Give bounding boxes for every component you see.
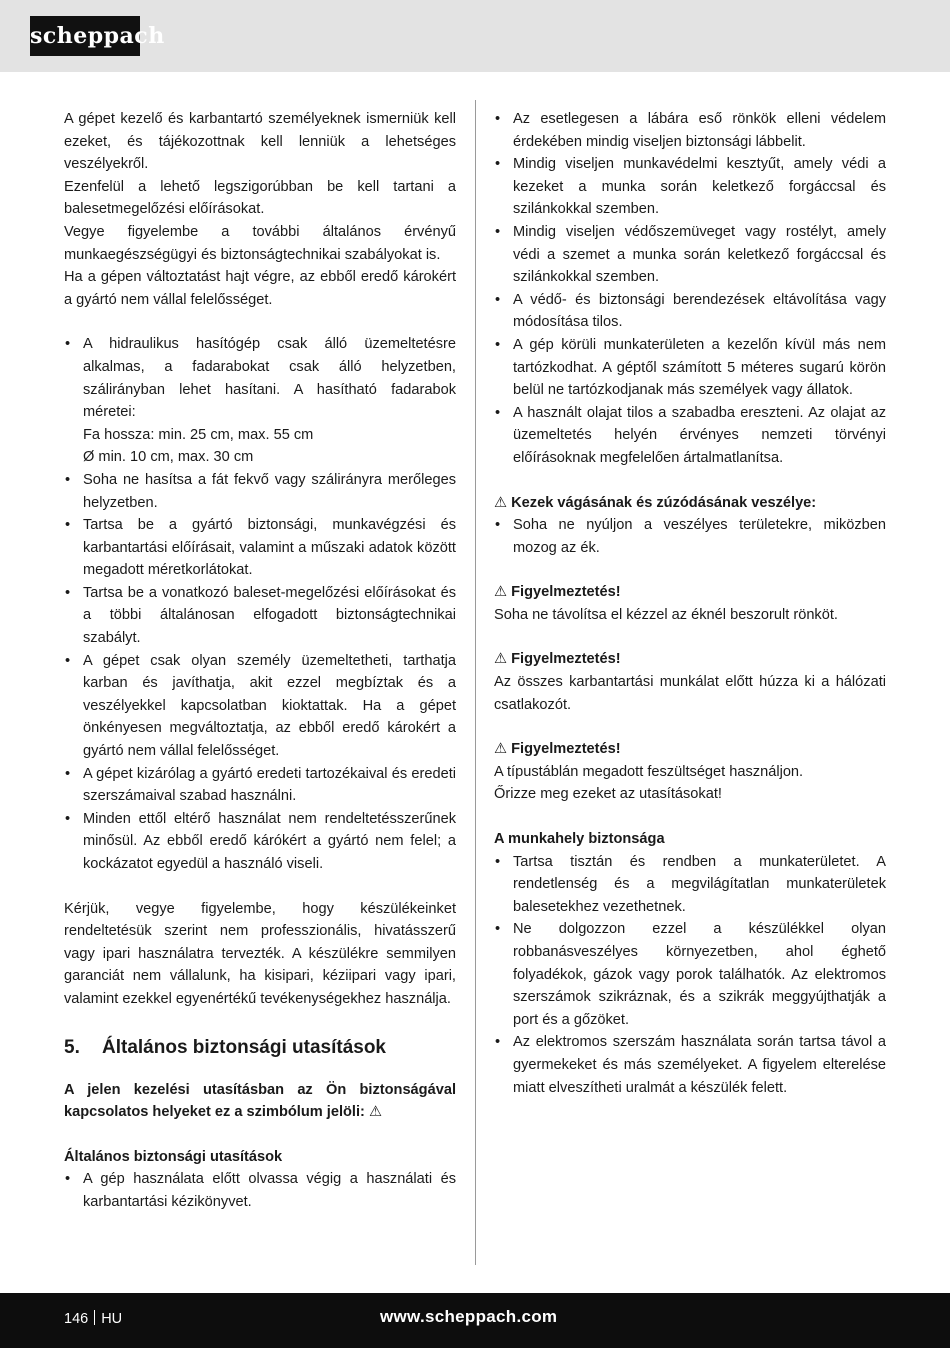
intro-paragraph: A gépet kezelő és karbantartó személyeknek ismerniük kell ezeket, és tájékozottnak kell lenniük a lehetséges veszélyekről. xyxy=(64,111,456,173)
left-column xyxy=(64,108,456,1214)
list-item: • A gép használata előtt olvassa végig a használati és karbantartási kézikönyvet. xyxy=(64,1168,456,1213)
list-item: • A gépet kizárólag a gyártó eredeti tartozékaival és eredeti szerszámaival szabad használni. xyxy=(64,763,456,808)
list-item: • Mindig viseljen munkavédelmi kesztyűt, amely védi a kezeket a munka során keletkező forgáccsal és szilánkokkal szemben. xyxy=(494,153,886,221)
section-number: 5. xyxy=(64,1036,80,1058)
list-item: • A gépet csak olyan személy üzemeltetheti, tarthatja karban és javíthatja, akit ezzel megbíztak és a veszélyekkel kapcsolatban kioktattak. Ha a gépet önkényesen megváltoztatja, az ebből eredő károkért a gyártó nem vállal felelősséget. xyxy=(64,650,456,763)
list-item: • Tartsa tisztán és rendben a munkaterületet. A rendetlenség és a megvilágítatlan munkaterületek balesetekhez vezethetnek. xyxy=(494,851,886,919)
list-item: • Tartsa be a gyártó biztonsági, munkavégzési és karbantartási előírásait, valamint a műszaki adatok között megadott méretkorlátokat. xyxy=(64,514,456,582)
symbol-note: A jelen kezelési utasításban az Ön biztonságával kapcsolatos helyeket ez a szimbólum jelöli: ⚠ xyxy=(64,1081,456,1121)
page-footer xyxy=(0,1293,950,1348)
list-item: • Minden ettől eltérő használat nem rendeltetésszerűnek minősül. Az ebből eredő kárókért a gyártó nem felel; a kockázatot egyedül a használó viseli. xyxy=(64,808,456,876)
section-heading xyxy=(64,1035,456,1061)
cut-hazard-list xyxy=(494,514,886,559)
list-item: • A gép körüli munkaterületen a kezelőn kívül más nem tartózkodhat. A géptől számított 5 méteres sugarú körön belül ne tartózkodjanak más személyek vagy állatok. xyxy=(494,334,886,402)
warning-text: Soha ne távolítsa el kézzel az éknél beszorult rönköt. xyxy=(494,606,838,623)
warning-heading: ⚠ Figyelmeztetés! xyxy=(494,741,621,758)
list-item: • Soha ne hasítsa a fát fekvő vagy szálirányra merőleges helyzetben. xyxy=(64,469,456,514)
usage-notice: Kérjük, vegye figyelembe, hogy készülékeinket rendeltetésük szerint nem professzionális, hivatásszerű vagy ipari használatra tervezték. A készülékre semmilyen garanciát nem vállalunk, ha kisipari, kéziipari vagy ipari, valamint ezekkel egyenértékű tevékenységekhez használja. xyxy=(64,900,456,1007)
list-item: • A használt olajat tilos a szabadba ereszteni. Az olajat az üzemeltetés helyén érvényes nemzeti törvényi előírásoknak megfelelően ártalmatlanítsa. xyxy=(494,402,886,470)
section-title: Általános biztonsági utasítások xyxy=(102,1036,386,1058)
warning-text: Az összes karbantartási munkálat előtt húzza ki a hálózati csatlakozót. xyxy=(494,674,886,713)
wood-length-spec: Fa hossza: min. 25 cm, max. 55 cm xyxy=(83,426,314,443)
wood-diameter-spec: Ø min. 10 cm, max. 30 cm xyxy=(83,449,254,466)
workplace-safety-list xyxy=(494,851,886,1100)
list-item: • Az esetlegesen a lábára eső rönkök elleni védelem érdekében mindig viseljen biztonsági lábbelit. xyxy=(494,108,886,153)
intro-paragraph: Vegye figyelembe a további általános érvényű munkaegészségügyi és biztonságtechnikai szabályokat is. xyxy=(64,223,456,263)
usage-rules-list xyxy=(64,333,456,875)
protection-rules-list xyxy=(494,108,886,470)
workplace-safety-heading: A munkahely biztonsága xyxy=(494,831,665,848)
website-link[interactable]: www.scheppach.com xyxy=(380,1307,558,1326)
cut-hazard-heading: ⚠ Kezek vágásának és zúzódásának veszélye: xyxy=(494,494,817,511)
page-header xyxy=(0,0,950,72)
list-item: • Az elektromos szerszám használata során tartsa távol a gyermekeket és más személyeket. A figyelem elterelése miatt elveszítheti uralmát a készülék felett. xyxy=(494,1031,886,1099)
warning-text: A típustáblán megadott feszültséget használjon. xyxy=(494,763,804,780)
list-item-text: A hidraulikus hasítógép csak álló üzemeltetésre alkalmas, a fadarabokat csak álló helyzetben, szálirányban lehet hasítani. A hasítható fadarabok méretei: xyxy=(83,336,456,421)
list-item: • Soha ne nyúljon a veszélyes területekre, miközben mozog az ék. xyxy=(494,514,886,559)
language-code: HU xyxy=(101,1311,123,1327)
warning-text: Őrizze meg ezeket az utasításokat! xyxy=(494,786,722,803)
right-column xyxy=(494,108,886,1099)
general-safety-list xyxy=(64,1168,456,1213)
page-number xyxy=(64,1310,122,1327)
page-number-value: 146 xyxy=(64,1311,89,1327)
column-divider xyxy=(475,100,476,1265)
warning-heading: ⚠ Figyelmeztetés! xyxy=(494,651,621,668)
list-item: • Ne dolgozzon ezzel a készülékkel olyan robbanásveszélyes környezetben, ahol éghető folyadékok, gázok vagy porok találhatók. Az elektromos szerszámok szikráznak, és a szikrák meggyújthatják a port és a gőzöket. xyxy=(494,918,886,1031)
list-item: • A védő- és biztonsági berendezések eltávolítása vagy módosítása tilos. xyxy=(494,289,886,334)
list-item: • Tartsa be a vonatkozó baleset-megelőzési előírásokat és a többi általánosan elfogadott biztonságtechnikai szabályt. xyxy=(64,582,456,650)
warning-heading: ⚠ Figyelmeztetés! xyxy=(494,584,621,601)
scheppach-logo: scheppach xyxy=(30,16,140,56)
intro-paragraph: Ha a gépen változtatást hajt végre, az ebből eredő károkért a gyártó nem vállal felelősséget. xyxy=(64,269,456,308)
list-item xyxy=(64,333,456,469)
list-item: • Mindig viseljen védőszemüveget vagy rostélyt, amely védi a szemet a munka során keletkező forgáccsal és szilánkokkal szemben. xyxy=(494,221,886,289)
intro-paragraph: Ezenfelül a lehető legszigorúbban be kell tartani a balesetmegelőzési előírásokat. xyxy=(64,178,456,218)
general-safety-heading: Általános biztonsági utasítások xyxy=(64,1148,283,1165)
footer-separator xyxy=(94,1310,95,1325)
